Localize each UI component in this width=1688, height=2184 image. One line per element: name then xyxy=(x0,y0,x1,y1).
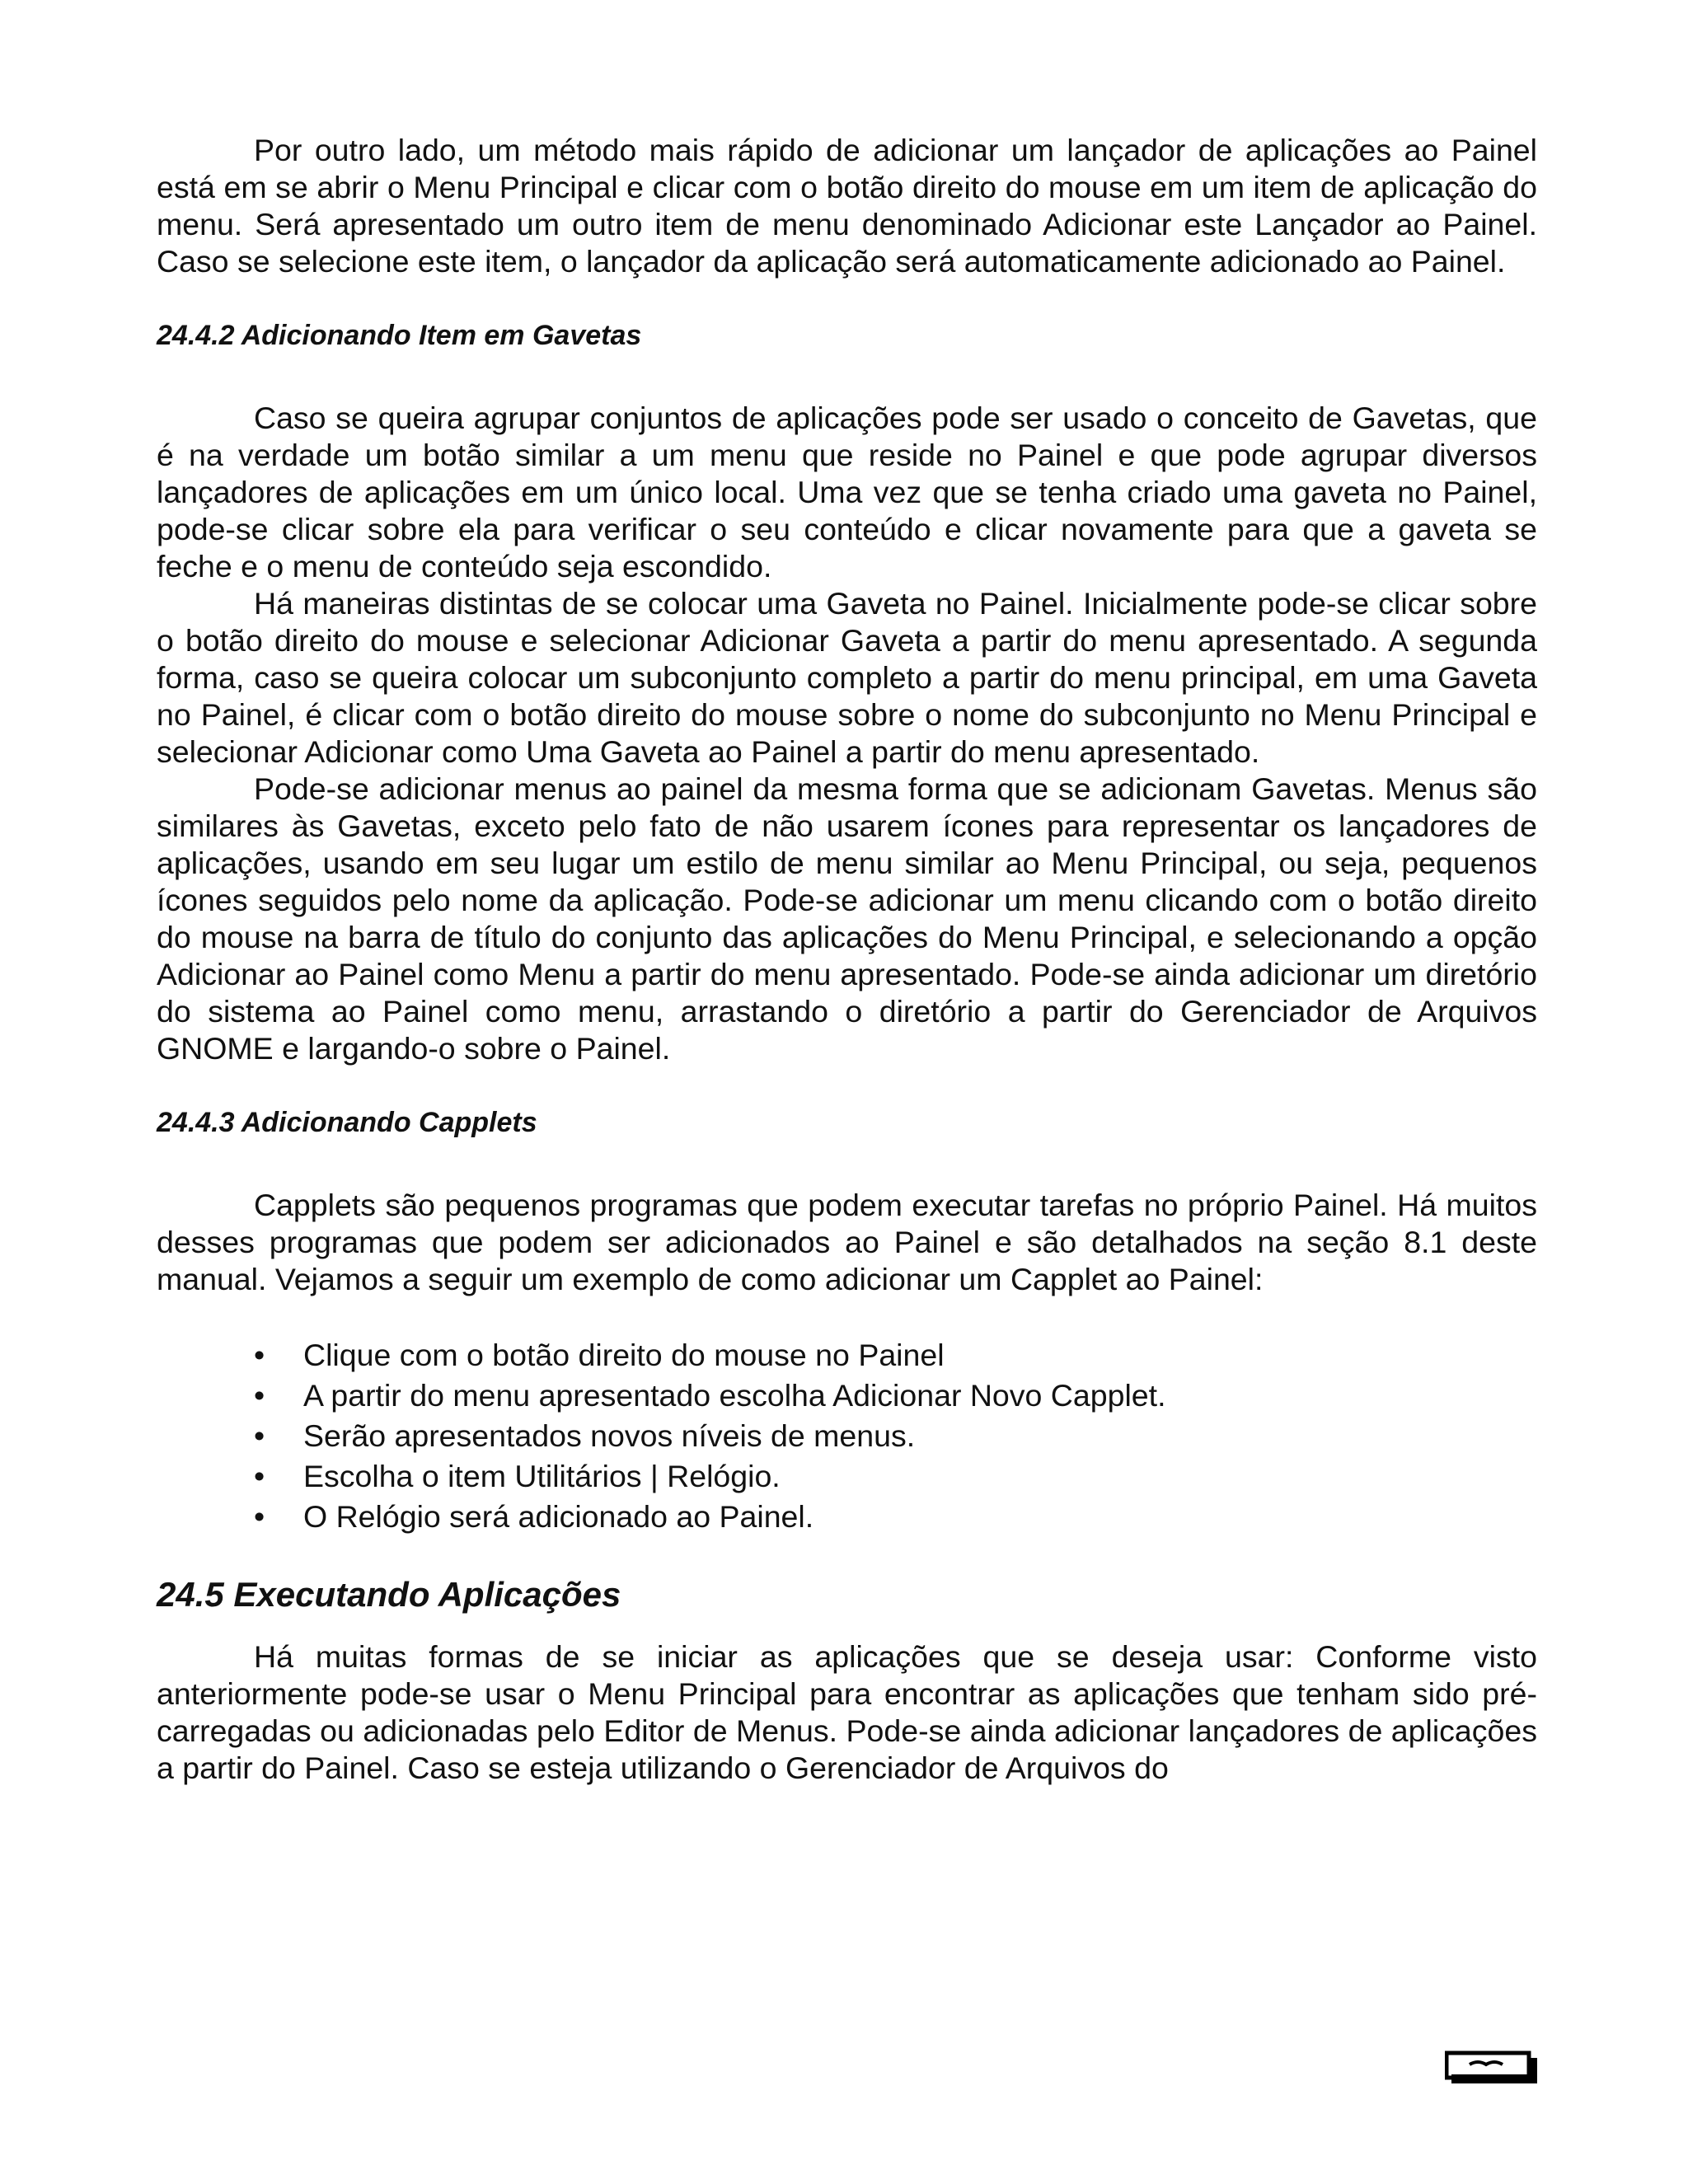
heading-24-4-2: 24.4.2 Adicionando Item em Gavetas xyxy=(157,320,642,351)
spacer xyxy=(157,1298,1537,1335)
paragraph-executando: Há muitas formas de se iniciar as aplicações que se deseja usar: Conforme visto anteriormente pode-se usar o Menu Principal para encontrar as aplicações que tenham sido pré-carregadas ou adicionadas pelo Editor de Menus. Pode-se ainda adicionar lançadores de aplicações a partir do Painel. Caso se esteja utilizando o Gerenciador de Arquivos do xyxy=(157,1639,1537,1785)
bullet-icon: • xyxy=(254,1378,265,1413)
document-page xyxy=(157,132,1537,1787)
list-item-text: Serão apresentados novos níveis de menus. xyxy=(303,1418,916,1453)
list-item-text: Escolha o item Utilitários | Relógio. xyxy=(303,1459,781,1493)
spacer xyxy=(157,1537,1537,1574)
list-item xyxy=(157,1456,1537,1497)
list-item xyxy=(157,1376,1537,1416)
paragraph-intro: Por outro lado, um método mais rápido de adicionar um lançador de aplicações ao Painel está em se abrir o Menu Principal e clicar com o botão direito do mouse em um item de aplicação do menu. Será apresentado um outro item de menu denominado Adicionar este Lançador ao Painel. Caso se selecione este item, o lançador da aplicação será automaticamente adicionado ao Painel. xyxy=(157,133,1537,279)
bullet-icon: • xyxy=(254,1338,265,1372)
paragraph-capplets: Capplets são pequenos programas que podem executar tarefas no próprio Painel. Há muitos desses programas que podem ser adicionados ao Painel e são detalhados na seção 8.1 deste manual. Vejamos a seguir um exemplo de como adicionar um Capplet ao Painel: xyxy=(157,1188,1537,1296)
list-item-text: O Relógio será adicionado ao Painel. xyxy=(303,1499,814,1534)
spacer xyxy=(157,280,1537,317)
list-item xyxy=(157,1497,1537,1537)
heading-24-5: 24.5 Executando Aplicações xyxy=(157,1575,621,1614)
list-item-text: Clique com o botão direito do mouse no Painel xyxy=(303,1338,945,1372)
spacer xyxy=(157,354,1537,400)
list-item xyxy=(157,1335,1537,1376)
list-item-text: A partir do menu apresentado escolha Adicionar Novo Capplet. xyxy=(303,1378,1166,1413)
bullet-icon: • xyxy=(254,1418,265,1453)
bullet-icon: • xyxy=(254,1459,265,1493)
spacer xyxy=(157,1615,1537,1638)
capplet-steps-list xyxy=(157,1335,1537,1537)
spacer xyxy=(157,1067,1537,1104)
paragraph-gavetas-2: Há maneiras distintas de se colocar uma Gaveta no Painel. Inicialmente pode-se clicar sobre o botão direito do mouse e selecionar Adicionar Gaveta a partir do menu apresentado. A segunda forma, caso se queira colocar um subconjunto completo a partir do menu principal, em uma Gaveta no Painel, é clicar com o botão direito do mouse sobre o nome do subconjunto no Menu Principal e selecionar Adicionar como Uma Gaveta ao Painel a partir do menu apresentado. xyxy=(157,586,1537,769)
page-number-tab-icon xyxy=(1445,2050,1537,2084)
bullet-icon: • xyxy=(254,1499,265,1534)
list-item xyxy=(157,1416,1537,1456)
heading-24-4-3: 24.4.3 Adicionando Capplets xyxy=(157,1107,537,1138)
paragraph-gavetas-1: Caso se queira agrupar conjuntos de aplicações pode ser usado o conceito de Gavetas, que é na verdade um botão similar a um menu que reside no Painel e que pode agrupar diversos lançadores de aplicações em um único local. Uma vez que se tenha criado uma gaveta no Painel, pode-se clicar sobre ela para verificar o seu conteúdo e clicar novamente para que a gaveta se feche e o menu de conteúdo seja escondido. xyxy=(157,401,1537,583)
paragraph-gavetas-3: Pode-se adicionar menus ao painel da mesma forma que se adicionam Gavetas. Menus são similares às Gavetas, exceto pelo fato de não usarem ícones para representar os lançadores de aplicações, usando em seu lugar um estilo de menu similar ao Menu Principal, ou seja, pequenos ícones seguidos pelo nome da aplicação. Pode-se adicionar um menu clicando com o botão direito do mouse na barra de título do conjunto das aplicações do Menu Principal, e selecionando a opção Adicionar ao Painel como Menu a partir do menu apresentado. Pode-se ainda adicionar um diretório do sistema ao Painel como menu, arrastando o diretório a partir do Gerenciador de Arquivos GNOME e largando-o sobre o Painel. xyxy=(157,771,1537,1066)
spacer xyxy=(157,1141,1537,1187)
